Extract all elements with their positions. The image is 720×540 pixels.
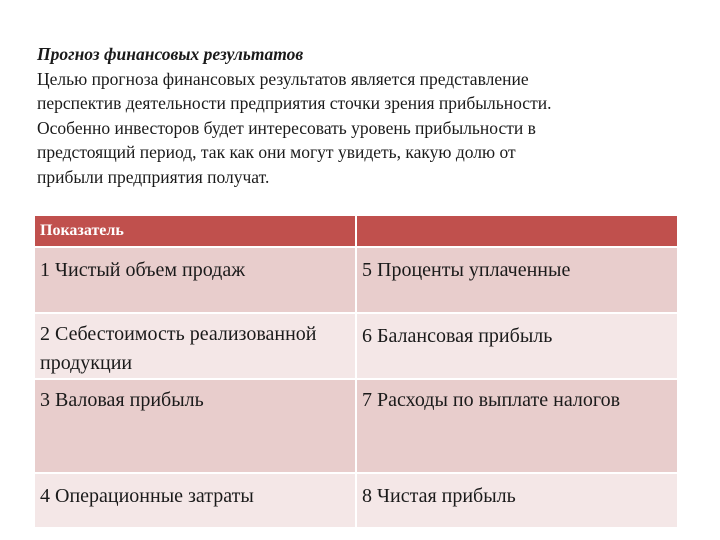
intro-line-5: прибыли предприятия получат. [37,166,270,187]
column-header-empty [356,215,678,247]
intro-line-2: перспектив деятельности предприятия сточки зрения прибыльности. [37,93,552,114]
table-cell: 2 Себестоимость реализованной продукции [34,313,356,379]
intro-text [37,42,697,190]
intro-line-3: Особенно инвесторов будет интересовать уровень прибыльности в [37,117,536,138]
table-row [34,247,678,313]
section-heading: Прогноз финансовых результатов [37,44,304,64]
table-cell: 8 Чистая прибыль [356,473,678,528]
table-cell: 3 Валовая прибыль [34,379,356,473]
indicators-table [33,214,679,529]
table-cell: 4 Операционные затраты [34,473,356,528]
table-cell: 6 Балансовая прибыль [356,313,678,379]
table-cell: 1 Чистый объем продаж [34,247,356,313]
intro-line-1: Целью прогноза финансовых результатов является представление [37,68,529,89]
table-header-row [34,215,678,247]
column-header-indicator: Показатель [34,215,356,247]
table-row [34,313,678,379]
intro-line-4: предстоящий период, так как они могут увидеть, какую долю от [37,142,516,163]
table-cell: 5 Проценты уплаченные [356,247,678,313]
table-row [34,379,678,473]
table-cell: 7 Расходы по выплате налогов [356,379,678,473]
table-row [34,473,678,528]
